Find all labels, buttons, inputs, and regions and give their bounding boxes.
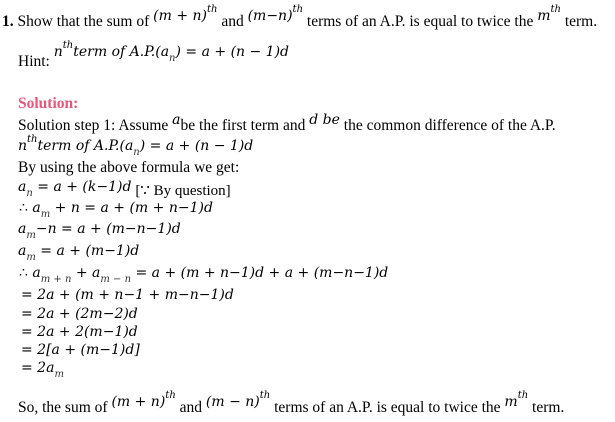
nth-term-formula: $n^{th}term$ of $A.P.(a_n) = a + (n - 1)d$ xyxy=(18,134,254,158)
math-expr: $(m + n)^{th}$ xyxy=(111,390,176,410)
solution-step-1 xyxy=(18,112,556,134)
using-formula-text: By using the above formula we get: xyxy=(18,159,240,176)
derivation-step: = 2[a + (m−1)d] xyxy=(21,342,140,358)
step-text: Solution step 1: Assume xyxy=(18,117,173,134)
question-text: Show that the sum of xyxy=(17,13,154,30)
derivation-step: = 2a + (m + n−1 + m−n−1)d xyxy=(21,287,234,303)
math-expr: $m^{th}$ xyxy=(537,4,561,24)
hint-formula: $n^{th}term$ of $A.P.(a_n) = a + (n - 1)d$ xyxy=(53,40,290,64)
derivation-step: = 2a + 2(m−1)d xyxy=(21,324,138,340)
var-d: d be xyxy=(309,112,340,128)
conclusion-text: So, the sum of xyxy=(18,399,112,416)
derivation-step: ∴ $a_m + n = a + (m + n-1)d$ xyxy=(19,200,213,220)
math-expr: $(m-n)^{th}$ xyxy=(247,4,304,24)
conclusion-text: and xyxy=(175,399,206,416)
derivation-step: $a_m = a + (m-1)d$ xyxy=(18,243,140,263)
question-statement xyxy=(2,4,598,30)
math-expr: $(m - n)^{th}$ xyxy=(205,390,271,410)
conclusion xyxy=(18,390,565,416)
by-question-note: [∵ By question] xyxy=(135,183,231,199)
question-text: terms of an A.P. is equal to twice the xyxy=(303,13,538,30)
derivation-step: $a_n = a + (k-1)d$ [∵ By question] xyxy=(18,179,231,199)
derivation-step: = 2a + (2m−2)d xyxy=(21,306,138,322)
step-text: the common difference of the A.P. xyxy=(339,117,556,134)
var-a: a xyxy=(172,112,181,128)
math-expr: $(m + n)^{th}$ xyxy=(153,4,218,24)
question-number: 1. xyxy=(2,13,14,30)
solution-title: Solution: xyxy=(18,95,79,112)
math-expr: $m^{th}$ xyxy=(504,390,529,410)
conclusion-text: terms of an A.P. is equal to twice the xyxy=(270,399,505,416)
hint-label: Hint: xyxy=(18,53,50,70)
conclusion-text: term. xyxy=(528,399,565,416)
step-text: be the first term and xyxy=(180,117,310,134)
question-text: term. xyxy=(560,13,598,30)
derivation-step: = $2a_m$ xyxy=(21,360,64,380)
derivation-step: $a_m-n = a + (m-n-1)d$ xyxy=(18,221,181,241)
question-text: and xyxy=(217,13,248,30)
hint xyxy=(18,40,290,70)
derivation-step: ∴ $a_{m + n} + a_{m - n} = a + (m + n-1)d + a + (m-n-1)d$ xyxy=(19,265,389,285)
